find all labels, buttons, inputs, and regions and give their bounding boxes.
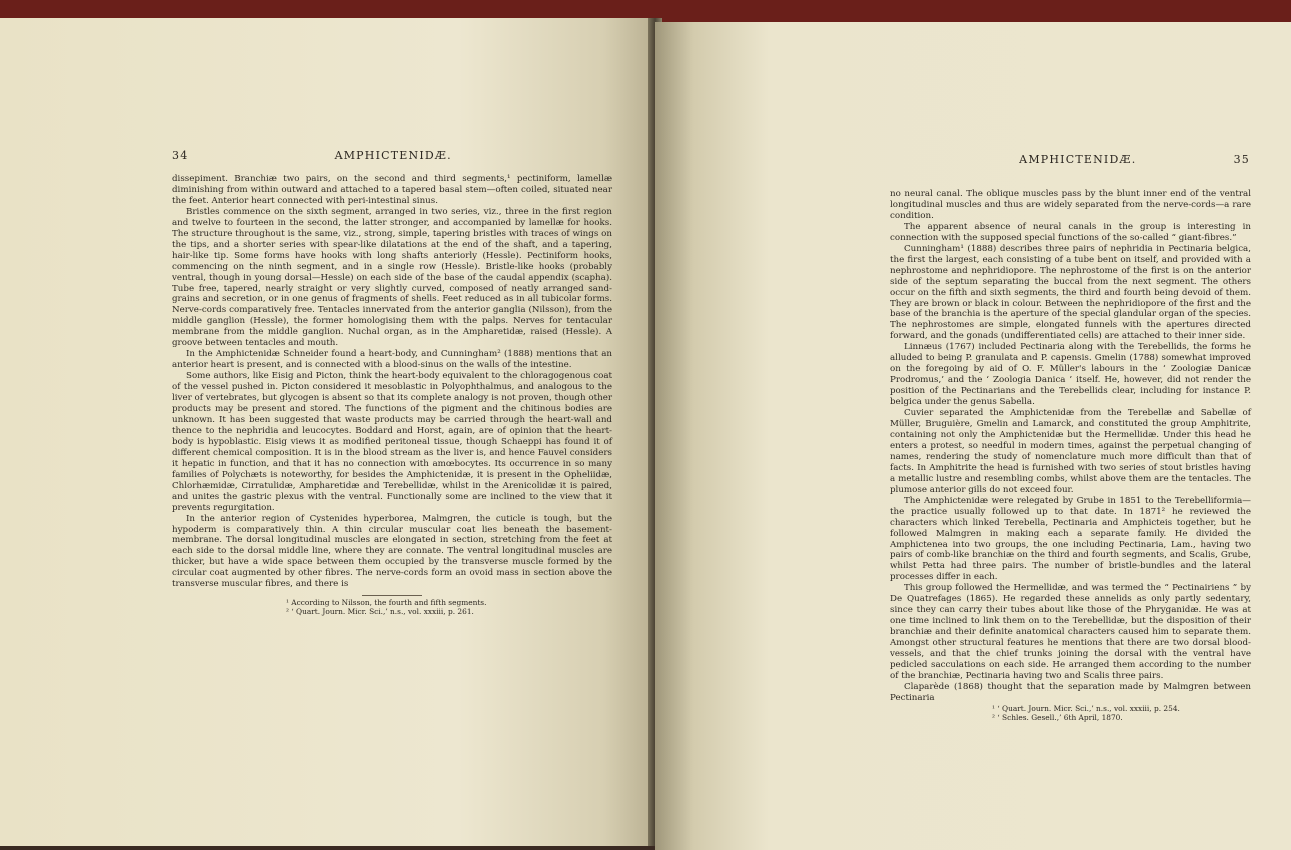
paragraph: Linnæus (1767) included Pectinaria along with the Terebellids, the forms he alluded to being P. granulata and P. capensis. Gmelin (1788) somewhat improved on the foregoing by aid of O. F. Müller's labours in the ‘ Zoologiæ Danicæ Prodromus,’ and the ‘ Zoologia Danica ’ itself. He, however, did not render the position of the Pectinarians and the Terebellids clear, including for instance P. belgica under the genus Sabella.	[890, 342, 1251, 408]
paragraph: In the anterior region of Cystenides hyperborea, Malmgren, the cuticle is tough, but the hypoderm is comparatively thin. A thin circular muscular coat lies beneath the basement-membrane. The dorsal longitudinal muscles are elongated in section, stretching from the feet at each side to the dorsal middle line, where they are connate. The ventral longitudinal muscles are thicker, but have a wide space between them occupied by the transverse muscle formed by the circular coat augmented by other fibres. The nerve-cords form an ovoid mass in section above the transverse muscular fibres, and there is	[172, 513, 612, 590]
right-page	[655, 22, 1291, 850]
left-page-body	[172, 174, 612, 617]
paragraph: Cuvier separated the Amphictenidæ from the Terebellæ and Sabellæ of Müller, Bruguière, Gmelin and Lamarck, and constituted the group Amphitrite, containing not only the Amphictenidæ but the Hermellidæ. Under this head he enters a protest, so needful in modern times, against the perpetual changing of names, rendering the study of nomenclature much more difficult than that of facts. In Amphitrite the head is furnished with two series of stout bristles having a metallic lustre and resembling combs, whilst above them are the tentacles. The plumose anterior gills do not exceed four.	[890, 408, 1251, 495]
paragraph: The apparent absence of neural canals in the group is interesting in connection with the supposed special functions of the so-called “ giant-fibres.”	[890, 221, 1251, 243]
running-head: AMPHICTENIDÆ.	[1019, 153, 1137, 166]
paragraph: Some authors, like Eisig and Picton, think the heart-body equivalent to the chloragogenous coat of the vessel pushed in. Picton considered it mesoblastic in Polyophthalmus, and analogous to the liver of vertebrates, but glycogen is absent so that its complete analogy is not proven, though other products may be present and stored. The functions of the pigment and the chitinous bodies are unknown. It has been suggested that waste products may be carried through the heart-wall and thence to the nephridia and leucocytes. Boddard and Horst, again, are of opinion that the heart-body is hypoblastic. Eisig views it as modified peritoneal tissue, though Schaeppi has found it of different chemical composition. It is in the blood stream as the liver is, and hence Fauvel considers it hepatic in function, and that it has no connection with amœbocytes. Its occurrence in so many families of Polychæts is noteworthy, for besides the Amphictenidæ, it is present in the Opheliidæ, Chlorhæmidæ, Cirratulidæ, Ampharetidæ and Terebellidæ, whilst in the Arenicolidæ it is paired, and unites the gastric plexus with the ventral. Functionally some are inclined to the view that it prevents regurgitation.	[172, 371, 612, 513]
page-number: 35	[1233, 153, 1250, 166]
paragraph: dissepiment. Branchiæ two pairs, on the second and third segments,¹ pectiniform, lamellæ diminishing from within outward and attached to a tapered basal stem—often coiled, situated near the feet. Anterior heart connected with peri-intestinal sinus.	[172, 174, 612, 206]
footnote: ² ‘ Schles. Gesell.,’ 6th April, 1870.	[992, 713, 1123, 722]
paragraph: This group followed the Hermellidæ, and was termed the “ Pectinairiens ” by De Quatrefages (1865). He regarded these annelids as only partly sedentary, since they can carry their tubes about like those of the Phryganidæ. He was at one time inclined to link them on to the Terebellidæ, but the disposition of their branchiæ and their definite anatomical characters caused him to separate them. Amongst other structural features he mentions that there are two dorsal blood-vessels, and that the chief trunks joining the dorsal with the ventral have pedicled sacculations on each side. He arranged them according to the number of the branchiæ, Pectinaria having two and Scalis three pairs.	[890, 583, 1251, 681]
paragraph: Bristles commence on the sixth segment, arranged in two series, viz., three in the first region and twelve to fourteen in the second, the latter stronger, and accompanied by lamellæ for hooks. The structure throughout is the same, viz., strong, simple, tapering bristles with traces of wings on the tips, and a shorter series with spear-like dilatations at the end of the shaft, and a tapering, hair-like tip. Some forms have hooks with long shafts anteriorly (Hessle). Pectiniform hooks, commencing on the ninth segment, and in a single row (Hessle). Bristle-like hooks (probably ventral, though in young dorsal—Hessle) on each side of the base of the caudal appendix (scapha). Tube free, tapered, nearly straight or very slightly curved, composed of neatly arranged sand-grains and secretion, or in one genus of fragments of shells. Feet reduced as in all tubicolar forms. Nerve-cords comparatively free. Tentacles innervated from the anterior ganglia (Nilsson), from the middle ganglion (Hessle), the former homologising them with the palps. Nerves for tentacular membrane from the middle ganglion. Nuchal organ, as in the Ampharetidæ, raised (Hessle). A groove between tentacles and mouth.	[172, 206, 612, 349]
running-head: AMPHICTENIDÆ.	[334, 149, 452, 162]
paragraph: In the Amphictenidæ Schneider found a heart-body, and Cunningham² (1888) mentions that an anterior heart is present, and is connected with a blood-sinus on the walls of the intestine.	[172, 349, 612, 371]
left-page-header	[172, 149, 610, 162]
paragraph: Claparède (1868) thought that the separation made by Malmgren between Pectinaria	[890, 681, 1251, 703]
footnote: ¹ According to Nilsson, the fourth and fifth segments.	[286, 598, 487, 608]
paragraph: Cunningham¹ (1888) describes three pairs of nephridia in Pectinaria belgica, the first the largest, each consisting of a tube bent on itself, and provided with a nephrostome and nephridiopore. The nephrostome of the first is on the anterior side of the septum separating the buccal from the next segment. The others occur on the fifth and sixth segments, the third and fourth being devoid of them. They are brown or black in colour. Between the nephridiopore of the first and the base of the branchia is the aperture of the special glandular organ of the species. The nephrostomes are simple, elongated funnels with the apertures directed forward, and the gonads (undifferentiated cells) are attached to their inner side.	[890, 243, 1251, 342]
right-page-header	[910, 153, 1250, 166]
footnote: ¹ ‘ Quart. Journ. Micr. Sci.,’ n.s., vol. xxxiii, p. 254.	[992, 703, 1180, 713]
page-number: 34	[172, 149, 189, 162]
paragraph: The Amphictenidæ were relegated by Grube in 1851 to the Terebelliformia—the practice usually followed up to that date. In 1871² he reviewed the characters which linked Terebella, Pectinaria and Amphicteis together, but he followed Malmgren in making each a separate family. He divided the Amphictenea into two groups, the one including Pectinaria, Lam., having two pairs of comb-like branchiæ on the third and fourth segments, and Scalis, Grube, whilst Petta had three pairs. The number of bristle-bundles and the lateral processes differ in each.	[890, 495, 1251, 583]
right-page-body	[890, 189, 1251, 722]
footnote-rule	[362, 595, 422, 596]
left-page	[0, 18, 655, 846]
paragraph: no neural canal. The oblique muscles pass by the blunt inner end of the ventral longitudinal muscles and thus are widely separated from the nerve-cords—a rare condition.	[890, 189, 1251, 221]
footnote: ² ‘ Quart. Journ. Micr. Sci.,’ n.s., vol. xxxiii, p. 261.	[286, 607, 474, 617]
